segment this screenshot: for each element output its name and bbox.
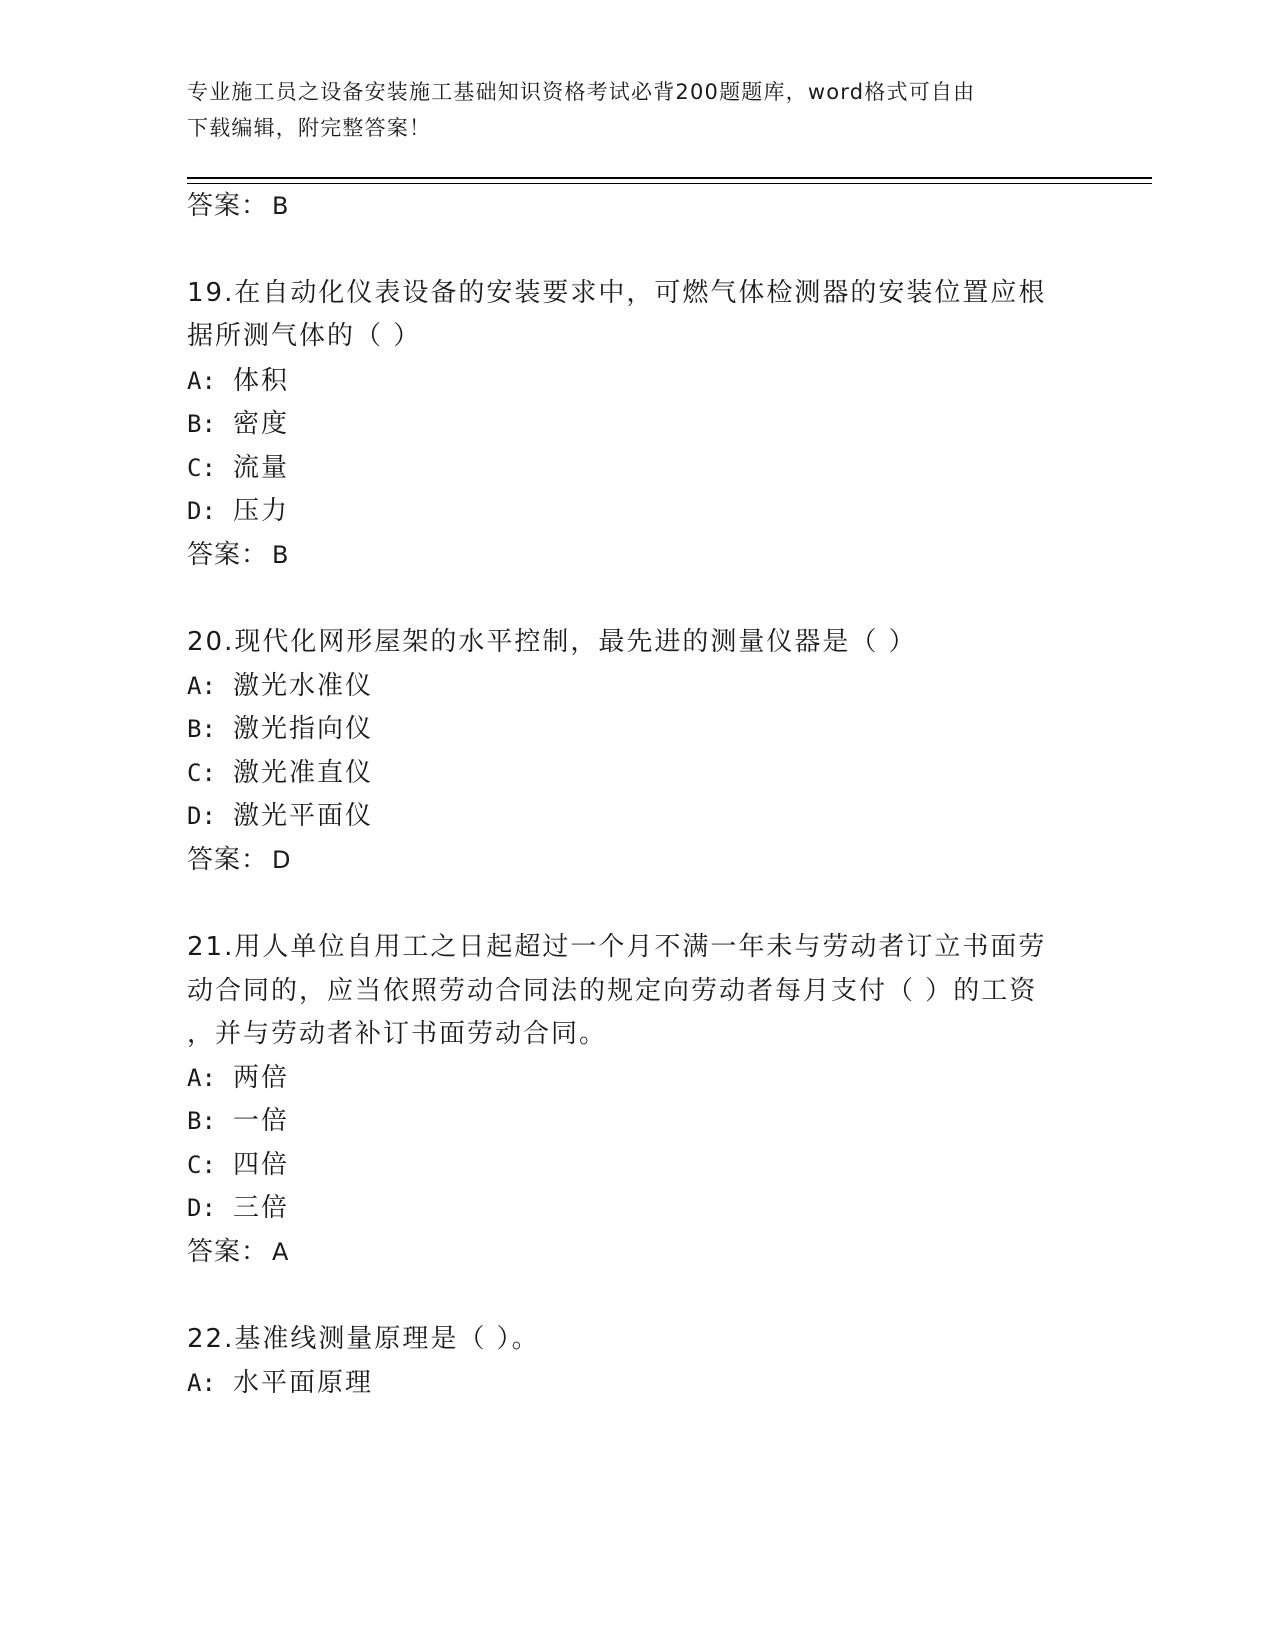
option-letter: C:	[187, 454, 216, 482]
question-22-text-line-1: 22.基准线测量原理是（ ）。	[187, 1324, 540, 1354]
question-20-option-d	[187, 795, 373, 832]
question-21-option-d	[187, 1187, 289, 1224]
previous-answer	[187, 185, 289, 222]
question-20-option-b	[187, 708, 373, 745]
answer-label: 答案：	[187, 191, 269, 221]
answer-label: 答案：	[187, 1237, 269, 1267]
option-text: 体积	[233, 366, 290, 396]
question-19-answer	[187, 534, 289, 571]
option-letter: A:	[187, 367, 216, 395]
answer-value: D	[272, 846, 292, 874]
question-20-option-c	[187, 752, 373, 789]
option-letter: B:	[187, 1107, 216, 1135]
question-19-option-c	[187, 447, 289, 484]
question-19-text-line-2: 据所测气体的（ ）	[187, 321, 422, 351]
option-text: 激光水准仪	[233, 671, 374, 701]
option-letter: A:	[187, 672, 216, 700]
option-text: 水平面原理	[233, 1368, 374, 1398]
question-21-option-a	[187, 1057, 289, 1094]
option-text: 一倍	[233, 1106, 290, 1136]
header-rule-thin	[187, 183, 1152, 184]
header-line-2: 下载编辑，附完整答案！	[187, 116, 432, 140]
option-text: 两倍	[233, 1063, 290, 1093]
question-19-option-a	[187, 360, 289, 397]
option-letter: B:	[187, 715, 216, 743]
answer-label: 答案：	[187, 540, 269, 570]
option-letter: C:	[187, 1151, 216, 1179]
header-rule-thick	[187, 177, 1152, 179]
option-text: 流量	[233, 453, 290, 483]
option-letter: A:	[187, 1064, 216, 1092]
option-letter: B:	[187, 410, 216, 438]
question-19-text-line-1: 19.在自动化仪表设备的安装要求中，可燃气体检测器的安装位置应根	[187, 278, 1047, 308]
option-letter: D:	[187, 497, 216, 525]
option-letter: A:	[187, 1369, 216, 1397]
option-letter: C:	[187, 759, 216, 787]
question-22-option-a	[187, 1362, 373, 1399]
option-text: 激光准直仪	[233, 758, 374, 788]
question-20-text-line-1: 20.现代化网形屋架的水平控制，最先进的测量仪器是（ ）	[187, 627, 917, 657]
answer-value: B	[272, 192, 290, 220]
question-19-option-d	[187, 490, 289, 527]
question-21-option-b	[187, 1100, 289, 1137]
option-text: 三倍	[233, 1193, 290, 1223]
answer-value: A	[272, 1238, 290, 1266]
option-text: 四倍	[233, 1150, 290, 1180]
option-letter: D:	[187, 802, 216, 830]
question-21-answer	[187, 1231, 289, 1268]
option-text: 激光指向仪	[233, 714, 374, 744]
option-text: 密度	[233, 409, 290, 439]
answer-label: 答案：	[187, 845, 269, 875]
answer-value: B	[272, 541, 290, 569]
question-19-option-b	[187, 403, 289, 440]
question-20-answer	[187, 839, 292, 876]
question-21-option-c	[187, 1144, 289, 1181]
question-20-option-a	[187, 665, 373, 702]
question-21-text-line-3: ，并与劳动者补订书面劳动合同。	[187, 1019, 608, 1049]
question-21-text-line-2: 动合同的，应当依照劳动合同法的规定向劳动者每月支付（ ）的工资	[187, 976, 1038, 1006]
header-line-1: 专业施工员之设备安装施工基础知识资格考试必背200题题库，word格式可自由	[187, 80, 976, 104]
option-text: 压力	[233, 496, 290, 526]
question-21-text-line-1: 21.用人单位自用工之日起超过一个月不满一年未与劳动者订立书面劳	[187, 932, 1047, 962]
option-text: 激光平面仪	[233, 801, 374, 831]
option-letter: D:	[187, 1194, 216, 1222]
document-header	[187, 74, 1067, 146]
